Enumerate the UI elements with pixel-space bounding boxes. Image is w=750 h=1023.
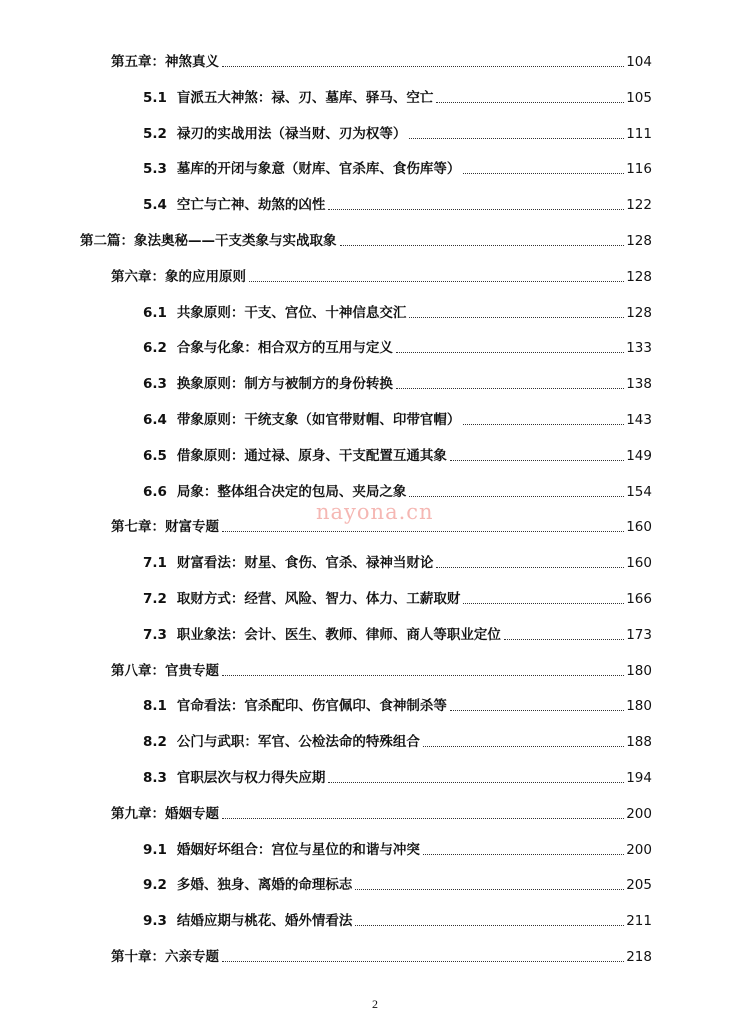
toc-entry-number: 8.3 [143, 770, 167, 786]
toc-dot-leader [423, 746, 624, 747]
toc-dot-leader [423, 854, 624, 855]
toc-entry-page: 105 [626, 89, 652, 106]
toc-entry-page: 160 [626, 519, 652, 536]
toc-entry-number: 6.3 [143, 376, 167, 393]
toc-entry-page: 122 [626, 197, 652, 214]
toc-section-entry[interactable] [0, 304, 652, 322]
toc-entry-page: 128 [626, 233, 652, 249]
toc-dot-leader [504, 639, 624, 640]
toc-dot-leader [450, 460, 624, 461]
toc-entry-number: 9.1 [143, 841, 167, 858]
toc-section-entry[interactable] [0, 841, 652, 859]
toc-section-entry[interactable] [0, 876, 652, 894]
toc-entry-number: 6.4 [143, 412, 167, 428]
toc-entry-title: 换象原则：制方与被制方的身份转换 [176, 376, 393, 393]
toc-entry-title: 禄刃的实战用法（禄当财、刃为权等） [176, 125, 407, 142]
toc-dot-leader [409, 317, 624, 318]
toc-dot-leader [436, 567, 624, 568]
toc-entry-page: 138 [626, 376, 652, 393]
toc-entry-title: 公门与武职：军官、公检法命的特殊组合 [176, 734, 420, 751]
toc-entry-title: 第十章：六亲专题 [111, 949, 219, 965]
toc-entry-page: 104 [626, 54, 652, 70]
toc-entry-page: 194 [626, 770, 652, 786]
toc-dot-leader [463, 603, 624, 604]
toc-entry-title: 第二篇：象法奥秘——干支类象与实战取象 [80, 233, 337, 249]
toc-chapter-entry[interactable] [0, 662, 652, 680]
toc-entry-number: 6.1 [143, 304, 167, 321]
toc-entry-page: 143 [626, 412, 652, 428]
toc-dot-leader [409, 496, 624, 497]
toc-dot-leader [355, 925, 624, 926]
toc-entry-page: 200 [626, 841, 652, 858]
toc-entry-number: 7.2 [143, 591, 167, 607]
toc-entry-title: 借象原则：通过禄、原身、干支配置互通其象 [176, 447, 447, 464]
toc-entry-page: 180 [626, 662, 652, 679]
toc-entry-title: 合象与化象：相合双方的互用与定义 [176, 340, 393, 357]
toc-entry-title: 官职层次与权力得失应期 [176, 770, 326, 786]
toc-section-entry[interactable] [0, 125, 652, 143]
toc-entry-page: 200 [626, 805, 652, 822]
toc-chapter-entry[interactable] [0, 53, 652, 71]
page-number: 2 [372, 997, 378, 1011]
toc-entry-title: 第九章：婚姻专题 [111, 805, 219, 822]
toc-dot-leader [328, 782, 624, 783]
toc-entry-title: 婚姻好坏组合：宫位与星位的和谐与冲突 [176, 841, 420, 858]
toc-section-entry[interactable] [0, 483, 652, 501]
toc-dot-leader [340, 245, 625, 246]
toc-section-entry[interactable] [0, 912, 652, 930]
toc-entry-page: 180 [626, 698, 652, 715]
toc-dot-leader [222, 66, 624, 67]
toc-section-entry[interactable] [0, 160, 652, 178]
toc-entry-title: 职业象法：会计、医生、教师、律师、商人等职业定位 [176, 626, 501, 643]
toc-entry-number: 5.3 [143, 161, 167, 178]
toc-dot-leader [328, 209, 624, 210]
toc-entry-title: 财富看法：财星、食伤、官杀、禄神当财论 [176, 555, 434, 572]
toc-entry-page: 133 [626, 340, 652, 357]
toc-section-entry[interactable] [0, 447, 652, 465]
toc-section-entry[interactable] [0, 375, 652, 393]
toc-section-entry[interactable] [0, 626, 652, 644]
toc-section-entry[interactable] [0, 769, 652, 787]
toc-entry-number: 6.6 [143, 483, 167, 500]
toc-entry-page: 218 [626, 949, 652, 965]
toc-entry-title: 取财方式：经营、风险、智力、体力、工薪取财 [176, 591, 461, 607]
watermark: nayona.cn [316, 500, 434, 524]
toc-entry-page: 211 [626, 913, 652, 930]
toc-entry-page: 188 [626, 734, 652, 751]
toc-entry-page: 160 [626, 555, 652, 572]
toc-chapter-entry[interactable] [0, 805, 652, 823]
toc-section-entry[interactable] [0, 697, 652, 715]
toc-entry-title: 第六章：象的应用原则 [111, 268, 246, 285]
toc-dot-leader [249, 281, 624, 282]
toc-entry-page: 128 [626, 268, 652, 285]
toc-entry-title: 第五章：神煞真义 [111, 54, 219, 70]
toc-entry-number: 9.2 [143, 877, 167, 894]
toc-entry-title: 带象原则：干统支象（如官带财帽、印带官帽） [176, 412, 461, 428]
toc-entry-number: 8.2 [143, 734, 167, 751]
toc-entry-number: 8.1 [143, 698, 167, 715]
toc-part-entry[interactable] [0, 232, 652, 250]
toc-entry-title: 局象：整体组合决定的包局、夹局之象 [176, 483, 407, 500]
toc-entry-page: 149 [626, 447, 652, 464]
toc-entry-page: 116 [626, 161, 652, 178]
toc-dot-leader [463, 424, 624, 425]
toc-section-entry[interactable] [0, 733, 652, 751]
toc-dot-leader [222, 961, 624, 962]
toc-chapter-entry[interactable] [0, 268, 652, 286]
toc-entry-number: 6.2 [143, 340, 167, 357]
toc-entry-page: 128 [626, 304, 652, 321]
toc-entry-title: 多婚、独身、离婚的命理标志 [176, 877, 353, 894]
toc-section-entry[interactable] [0, 554, 652, 572]
toc-entry-title: 盲派五大神煞：禄、刃、墓库、驿马、空亡 [176, 89, 434, 106]
toc-entry-title: 空亡与亡神、劫煞的凶性 [176, 197, 326, 214]
toc-entry-number: 5.1 [143, 89, 167, 106]
toc-dot-leader [409, 138, 624, 139]
toc-section-entry[interactable] [0, 411, 652, 429]
toc-dot-leader [436, 102, 624, 103]
toc-chapter-entry[interactable] [0, 948, 652, 966]
toc-section-entry[interactable] [0, 196, 652, 214]
toc-section-entry[interactable] [0, 339, 652, 357]
toc-entry-page: 111 [626, 125, 652, 142]
toc-dot-leader [222, 675, 624, 676]
toc-section-entry[interactable] [0, 590, 652, 608]
toc-entry-title: 结婚应期与桃花、婚外情看法 [176, 913, 353, 930]
toc-entry-number: 5.4 [143, 197, 167, 214]
toc-entry-title: 第八章：官贵专题 [111, 662, 219, 679]
toc-entry-number: 7.3 [143, 626, 167, 643]
toc-entry-number: 7.1 [143, 555, 167, 572]
toc-dot-leader [463, 173, 624, 174]
toc-entry-title: 共象原则：干支、宫位、十神信息交汇 [176, 304, 407, 321]
toc-entry-title: 墓库的开闭与象意（财库、官杀库、食伤库等） [176, 161, 461, 178]
toc-entry-page: 154 [626, 483, 652, 500]
toc-entry-page: 205 [626, 877, 652, 894]
toc-dot-leader [222, 818, 624, 819]
toc-entry-page: 166 [626, 591, 652, 607]
toc-entry-title: 第七章：财富专题 [111, 519, 219, 536]
toc-entry-number: 5.2 [143, 125, 167, 142]
toc-dot-leader [396, 388, 624, 389]
toc-entry-page: 173 [626, 626, 652, 643]
toc-entry-title: 官命看法：官杀配印、伤官佩印、食神制杀等 [176, 698, 447, 715]
toc-dot-leader [450, 710, 624, 711]
toc-dot-leader [355, 889, 624, 890]
toc-dot-leader [396, 352, 624, 353]
toc-dot-leader [222, 531, 624, 532]
toc-entry-number: 9.3 [143, 913, 167, 930]
toc-section-entry[interactable] [0, 89, 652, 107]
toc-entry-number: 6.5 [143, 447, 167, 464]
